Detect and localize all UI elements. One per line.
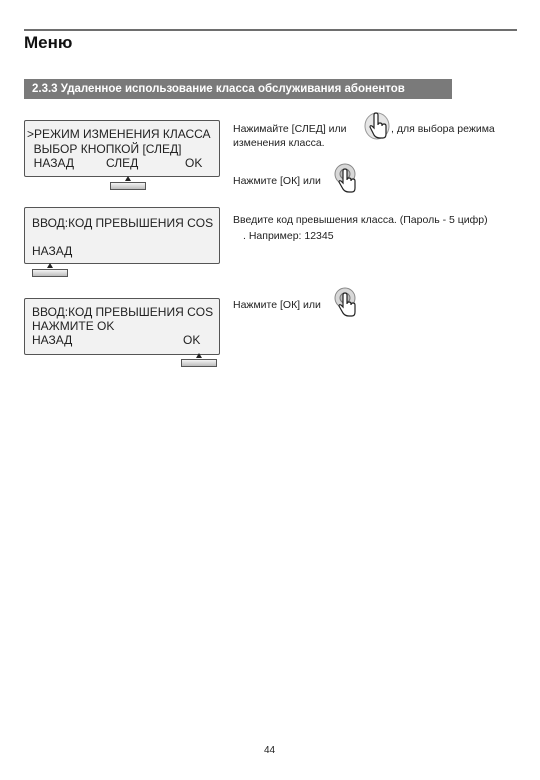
softkey-back-button[interactable] [32,263,68,277]
softkey-next-button[interactable] [110,176,146,190]
finger-press-ok-key-icon [330,163,360,198]
lcd-line: ВВОД:КОД ПРЕВЫШЕНИЯ COS [32,305,214,319]
instruction-text: Нажимайте [СЛЕД] или [233,123,347,135]
lcd-display-mode-select [24,120,220,177]
lcd-line: OK [183,333,201,347]
lcd-line: НАЗАД [32,333,73,347]
instruction-text: , для выбора режима [391,123,495,135]
softkey-ok-button[interactable] [181,353,217,367]
instruction-text: Нажмите [ОК] или [233,175,321,187]
instruction-text: Нажмите [ОК] или [233,299,321,311]
header-rule [24,29,517,31]
instruction-text: изменения класса. [233,137,325,149]
page-title: Меню [24,33,73,52]
up-arrow-icon [47,263,53,268]
lcd-display-enter-code [24,207,220,264]
lcd-line: СЛЕД [106,156,139,170]
up-arrow-icon [196,353,202,358]
lcd-line: НАЗАД [27,156,74,170]
page-number: 44 [264,745,276,756]
instruction-text: Введите код превышения класса. (Пароль - 5 цифр) [233,214,488,226]
lcd-line: НАЖМИТЕ OK [32,319,115,333]
instruction-text: . Например: 12345 [243,230,334,242]
lcd-display-press-ok [24,298,220,355]
lcd-line: ВВОД:КОД ПРЕВЫШЕНИЯ COS [32,216,214,230]
lcd-line: ВЫБОР КНОПКОЙ [СЛЕД] [27,142,182,156]
finger-press-button-icon [364,111,392,146]
lcd-line: OK [185,156,203,170]
section-heading: 2.3.3 Удаленное использование класса обслуживания абонентов [24,79,452,99]
lcd-line: >РЕЖИМ ИЗМЕНЕНИЯ КЛАССА [27,127,211,141]
finger-press-ok-key-icon [330,287,360,322]
lcd-line: НАЗАД [32,244,73,258]
up-arrow-icon [125,176,131,181]
